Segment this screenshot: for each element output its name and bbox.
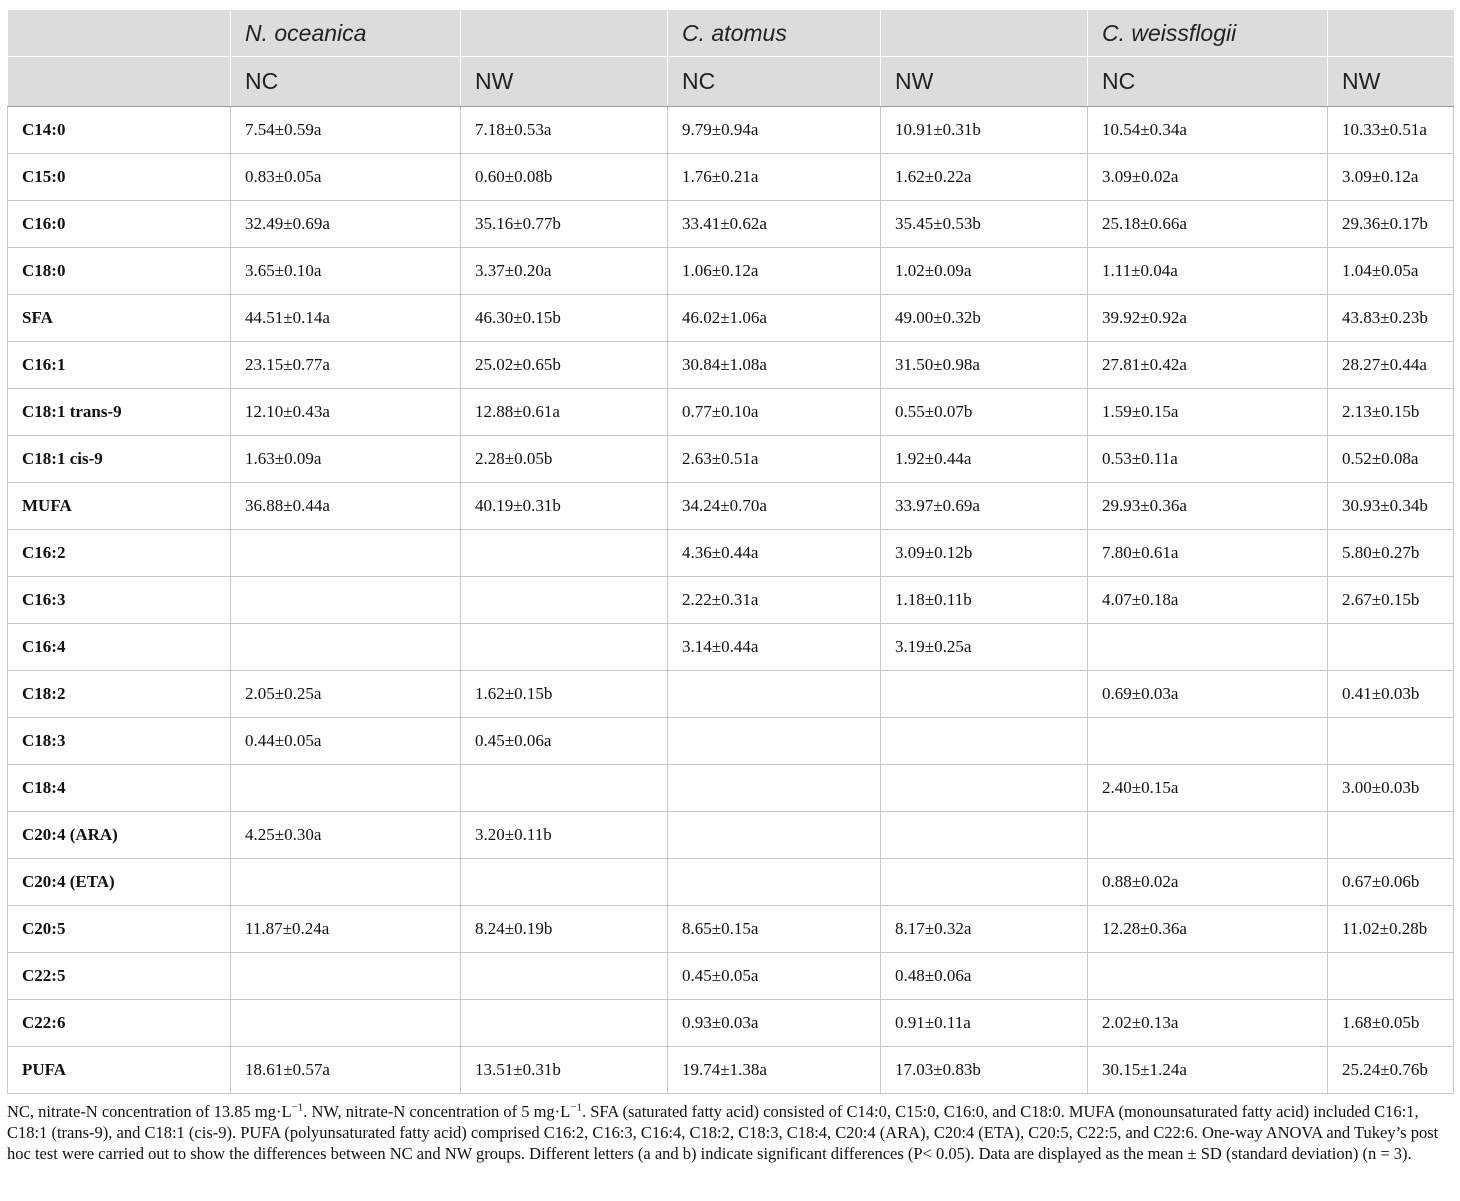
table-cell: 3.19±0.25a <box>881 624 1088 671</box>
table-cell <box>1088 812 1328 859</box>
table-row <box>8 201 1454 248</box>
table-cell <box>1088 953 1328 1000</box>
group-header: NW <box>1328 57 1454 107</box>
table-cell: 3.09±0.12a <box>1328 154 1454 201</box>
table-row <box>8 107 1454 154</box>
table-cell: 40.19±0.31b <box>461 483 668 530</box>
table-cell: 34.24±0.70a <box>668 483 881 530</box>
row-label: C14:0 <box>8 107 231 154</box>
corner-cell <box>8 10 231 57</box>
table-cell: 30.93±0.34b <box>1328 483 1454 530</box>
table-cell: 0.45±0.06a <box>461 718 668 765</box>
table-cell: 49.00±0.32b <box>881 295 1088 342</box>
table-cell <box>881 671 1088 718</box>
table-cell: 0.55±0.07b <box>881 389 1088 436</box>
table-cell: 8.17±0.32a <box>881 906 1088 953</box>
table-cell <box>231 859 461 906</box>
table-cell: 31.50±0.98a <box>881 342 1088 389</box>
table-cell: 11.02±0.28b <box>1328 906 1454 953</box>
table-cell <box>881 812 1088 859</box>
table-cell: 0.83±0.05a <box>231 154 461 201</box>
table-row <box>8 483 1454 530</box>
table-cell: 1.68±0.05b <box>1328 1000 1454 1047</box>
table-row <box>8 248 1454 295</box>
table-cell: 1.04±0.05a <box>1328 248 1454 295</box>
table-row <box>8 577 1454 624</box>
group-header-blank <box>8 57 231 107</box>
table-cell: 2.22±0.31a <box>668 577 881 624</box>
table-cell <box>461 859 668 906</box>
table-row <box>8 953 1454 1000</box>
table-cell: 35.45±0.53b <box>881 201 1088 248</box>
table-cell: 0.88±0.02a <box>1088 859 1328 906</box>
row-label: C18:1 cis-9 <box>8 436 231 483</box>
table-cell <box>461 530 668 577</box>
table-cell: 1.11±0.04a <box>1088 248 1328 295</box>
table-cell <box>231 577 461 624</box>
table-row <box>8 436 1454 483</box>
group-header: NC <box>1088 57 1328 107</box>
table-footnote <box>7 1101 1453 1164</box>
species-header-n-oceanica: N. oceanica <box>231 10 461 57</box>
table-cell: 17.03±0.83b <box>881 1047 1088 1094</box>
table-row <box>8 718 1454 765</box>
row-label: C16:1 <box>8 342 231 389</box>
table-cell: 1.63±0.09a <box>231 436 461 483</box>
table-cell: 25.02±0.65b <box>461 342 668 389</box>
table-cell: 36.88±0.44a <box>231 483 461 530</box>
table-cell: 10.91±0.31b <box>881 107 1088 154</box>
table-cell: 7.80±0.61a <box>1088 530 1328 577</box>
table-cell: 0.69±0.03a <box>1088 671 1328 718</box>
table-cell <box>461 624 668 671</box>
table-cell: 0.45±0.05a <box>668 953 881 1000</box>
table-row <box>8 530 1454 577</box>
table-cell: 1.62±0.15b <box>461 671 668 718</box>
table-cell <box>668 718 881 765</box>
table-cell: 0.53±0.11a <box>1088 436 1328 483</box>
table-cell: 1.76±0.21a <box>668 154 881 201</box>
row-label: C20:5 <box>8 906 231 953</box>
table-cell <box>461 765 668 812</box>
table-header <box>8 10 1454 107</box>
table-cell <box>1328 624 1454 671</box>
table-row <box>8 859 1454 906</box>
row-label: C16:2 <box>8 530 231 577</box>
footnote-superscript: −1 <box>291 1101 304 1114</box>
row-label: C18:0 <box>8 248 231 295</box>
table-cell <box>461 1000 668 1047</box>
table-cell: 2.28±0.05b <box>461 436 668 483</box>
table-cell: 33.41±0.62a <box>668 201 881 248</box>
table-cell <box>231 624 461 671</box>
table-cell: 46.30±0.15b <box>461 295 668 342</box>
table-cell: 23.15±0.77a <box>231 342 461 389</box>
table-cell: 4.07±0.18a <box>1088 577 1328 624</box>
group-header: NW <box>461 57 668 107</box>
species-header-blank <box>461 10 668 57</box>
row-label: C18:4 <box>8 765 231 812</box>
row-label: C20:4 (ETA) <box>8 859 231 906</box>
table-cell: 43.83±0.23b <box>1328 295 1454 342</box>
table-cell: 13.51±0.31b <box>461 1047 668 1094</box>
table-cell: 1.06±0.12a <box>668 248 881 295</box>
table-row <box>8 1047 1454 1094</box>
table-cell: 8.24±0.19b <box>461 906 668 953</box>
table-cell: 0.60±0.08b <box>461 154 668 201</box>
table-cell: 1.62±0.22a <box>881 154 1088 201</box>
row-label: C16:0 <box>8 201 231 248</box>
table-cell: 44.51±0.14a <box>231 295 461 342</box>
table-row <box>8 906 1454 953</box>
table-cell <box>668 812 881 859</box>
row-label: C18:3 <box>8 718 231 765</box>
table-cell <box>231 1000 461 1047</box>
table-cell: 3.09±0.02a <box>1088 154 1328 201</box>
table-cell: 29.36±0.17b <box>1328 201 1454 248</box>
species-header-c-atomus: C. atomus <box>668 10 881 57</box>
table-cell: 19.74±1.38a <box>668 1047 881 1094</box>
table-cell <box>1088 718 1328 765</box>
table-cell: 27.81±0.42a <box>1088 342 1328 389</box>
table-cell <box>881 718 1088 765</box>
species-header-blank <box>1328 10 1454 57</box>
table-cell: 0.41±0.03b <box>1328 671 1454 718</box>
table-cell: 29.93±0.36a <box>1088 483 1328 530</box>
table-cell <box>881 859 1088 906</box>
row-label: C22:6 <box>8 1000 231 1047</box>
table-row <box>8 765 1454 812</box>
group-header-row <box>8 57 1454 107</box>
table-cell <box>1328 953 1454 1000</box>
footnote-text: NC, nitrate-N concentration of 13.85 mg·L <box>7 1102 292 1121</box>
table-cell: 8.65±0.15a <box>668 906 881 953</box>
table-cell: 9.79±0.94a <box>668 107 881 154</box>
row-label: C18:2 <box>8 671 231 718</box>
table-cell: 3.20±0.11b <box>461 812 668 859</box>
table-cell <box>668 671 881 718</box>
table-cell: 0.77±0.10a <box>668 389 881 436</box>
table-cell: 46.02±1.06a <box>668 295 881 342</box>
species-header-c-weissflogii: C. weissflogii <box>1088 10 1328 57</box>
table-cell: 10.33±0.51a <box>1328 107 1454 154</box>
table-row <box>8 812 1454 859</box>
table-cell: 35.16±0.77b <box>461 201 668 248</box>
footnote-text: . SFA (saturated fatty acid) consisted of C14:0, C15:0, C16:0, and C18:0. MUFA (monounsaturated fatty acid) included C16:1, C18:1 (trans-9), and C18:1 (cis-9). PUFA (polyunsaturated fatty acid) comprised C16:2, C16:3, C16:4, C18:2, C18:3, C18:4, C20:4 (ARA), C20:4 (ETA), C20:5, C22:5, and C22:6. One-way ANOVA and Tukey’s post hoc test were carried out to show the differences between NC and NW groups. Different letters (a and b) indicate significant differences (P< 0.05). Data are displayed as the mean ± SD (standard deviation) (n = 3). <box>7 1102 1439 1163</box>
table-cell <box>231 765 461 812</box>
table-cell: 1.18±0.11b <box>881 577 1088 624</box>
table-cell: 1.02±0.09a <box>881 248 1088 295</box>
group-header: NC <box>231 57 461 107</box>
table-cell: 2.05±0.25a <box>231 671 461 718</box>
row-label: C16:4 <box>8 624 231 671</box>
species-header-blank <box>881 10 1088 57</box>
footnote-text: . NW, nitrate-N concentration of 5 mg·L <box>303 1102 571 1121</box>
table-cell: 12.10±0.43a <box>231 389 461 436</box>
table-cell: 1.59±0.15a <box>1088 389 1328 436</box>
table-cell: 5.80±0.27b <box>1328 530 1454 577</box>
table-cell <box>668 765 881 812</box>
group-header: NC <box>668 57 881 107</box>
table-cell: 2.40±0.15a <box>1088 765 1328 812</box>
table-cell: 2.02±0.13a <box>1088 1000 1328 1047</box>
table-cell: 0.44±0.05a <box>231 718 461 765</box>
table-cell <box>231 953 461 1000</box>
table-cell: 0.93±0.03a <box>668 1000 881 1047</box>
table-cell: 7.54±0.59a <box>231 107 461 154</box>
table-cell <box>668 859 881 906</box>
table-row <box>8 342 1454 389</box>
table-cell <box>1328 718 1454 765</box>
group-header: NW <box>881 57 1088 107</box>
table-cell: 4.36±0.44a <box>668 530 881 577</box>
table-row <box>8 295 1454 342</box>
table-body <box>8 107 1454 1094</box>
row-label: C16:3 <box>8 577 231 624</box>
table-cell <box>881 765 1088 812</box>
table-row <box>8 1000 1454 1047</box>
table-cell: 0.91±0.11a <box>881 1000 1088 1047</box>
table-cell: 2.63±0.51a <box>668 436 881 483</box>
row-label: MUFA <box>8 483 231 530</box>
table-cell: 3.09±0.12b <box>881 530 1088 577</box>
table-cell: 1.92±0.44a <box>881 436 1088 483</box>
table-cell: 18.61±0.57a <box>231 1047 461 1094</box>
table-cell: 12.28±0.36a <box>1088 906 1328 953</box>
table-row <box>8 154 1454 201</box>
table-cell: 3.00±0.03b <box>1328 765 1454 812</box>
table-cell: 0.67±0.06b <box>1328 859 1454 906</box>
table-cell: 11.87±0.24a <box>231 906 461 953</box>
table-cell: 33.97±0.69a <box>881 483 1088 530</box>
table-row <box>8 624 1454 671</box>
row-label: SFA <box>8 295 231 342</box>
table-row <box>8 671 1454 718</box>
table-cell: 25.18±0.66a <box>1088 201 1328 248</box>
table-cell: 32.49±0.69a <box>231 201 461 248</box>
table-cell <box>1088 624 1328 671</box>
table-cell: 0.48±0.06a <box>881 953 1088 1000</box>
table-cell: 12.88±0.61a <box>461 389 668 436</box>
fatty-acid-table-container <box>7 10 1453 1094</box>
species-header-row <box>8 10 1454 57</box>
table-cell <box>461 953 668 1000</box>
footnote-superscript: −1 <box>570 1101 582 1114</box>
row-label: C22:5 <box>8 953 231 1000</box>
row-label: PUFA <box>8 1047 231 1094</box>
table-cell: 4.25±0.30a <box>231 812 461 859</box>
table-cell: 25.24±0.76b <box>1328 1047 1454 1094</box>
row-label: C18:1 trans-9 <box>8 389 231 436</box>
table-cell: 2.13±0.15b <box>1328 389 1454 436</box>
table-cell: 30.15±1.24a <box>1088 1047 1328 1094</box>
row-label: C20:4 (ARA) <box>8 812 231 859</box>
table-cell: 10.54±0.34a <box>1088 107 1328 154</box>
table-cell <box>231 530 461 577</box>
table-cell: 7.18±0.53a <box>461 107 668 154</box>
table-cell <box>1328 812 1454 859</box>
table-cell: 39.92±0.92a <box>1088 295 1328 342</box>
table-cell: 28.27±0.44a <box>1328 342 1454 389</box>
table-cell: 3.37±0.20a <box>461 248 668 295</box>
fatty-acid-table <box>7 10 1454 1094</box>
row-label: C15:0 <box>8 154 231 201</box>
table-row <box>8 389 1454 436</box>
table-cell: 2.67±0.15b <box>1328 577 1454 624</box>
table-cell: 3.65±0.10a <box>231 248 461 295</box>
table-cell <box>461 577 668 624</box>
table-cell: 30.84±1.08a <box>668 342 881 389</box>
table-cell: 3.14±0.44a <box>668 624 881 671</box>
table-cell: 0.52±0.08a <box>1328 436 1454 483</box>
